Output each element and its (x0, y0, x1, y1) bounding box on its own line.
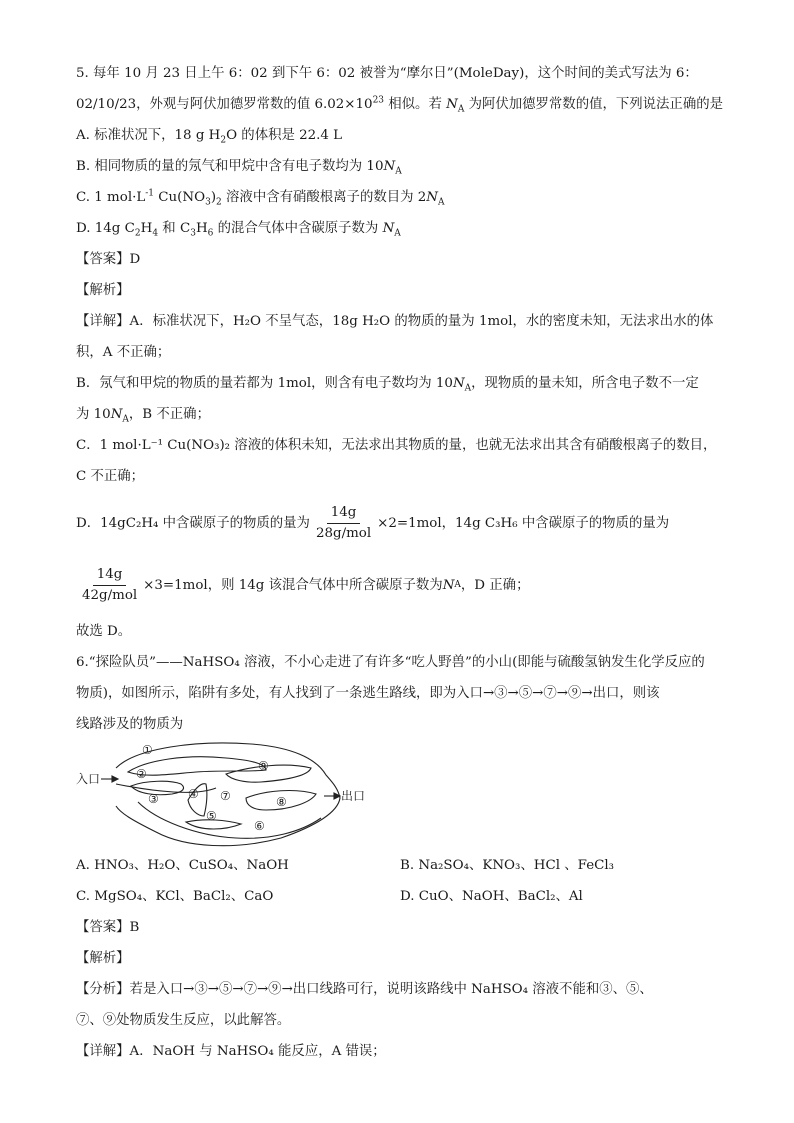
area-7-label: ⑦ (220, 789, 231, 803)
area-1-label: ① (142, 743, 153, 757)
q5-detail-a-line2: 积，A 不正确； (76, 345, 171, 360)
q5-option-b: B. 相同物质的量的氖气和甲烷中含有电子数均为 $10N_A$ (76, 159, 402, 177)
q5-detail-a-line1: 【详解】A．标准状况下，H₂O 不呈气态，18g H₂O 的物质的量为 1mol，水的密度未知，无法求出水的体 (76, 314, 714, 329)
entrance-arrow-head (112, 776, 118, 782)
q5-detail-b-line1: B．氖气和甲烷的物质的量若都为 1mol，则含有电子数均为 $10N_A$，现物质的量未知，所含电子数不一定 (76, 376, 699, 394)
q5-detail-b-line2: 为 $10N_A$，B 不正确； (76, 407, 210, 425)
q6-fenxi-line1: 【分析】若是入口→③→⑤→⑦→⑨→出口线路可行，说明该路线中 NaHSO₄ 溶液不能和③、⑤、 (76, 982, 653, 997)
area-4-label: ④ (188, 787, 199, 801)
q5-stem-line1: 5. 每年 10 月 23 日上午 6：02 到下午 6：02 被誉为“摩尔日”(MoleDay)，这个时间的美式写法为 6： (76, 66, 698, 81)
area-2-label: ② (136, 767, 147, 781)
q6-option-d: D. CuO、NaOH、BaCl₂、Al (400, 889, 583, 904)
q5-answer: 【答案】D (76, 252, 141, 267)
q5-detail-c-line2: C 不正确； (76, 469, 145, 484)
area-5-label: ⑤ (206, 809, 217, 823)
area-6-label: ⑥ (254, 819, 265, 833)
q6-stem-line2: 物质)，如图所示，陷阱有多处，有人找到了一条逃生路线，即为入口→③→⑤→⑦→⑨→出口，则该 (76, 686, 660, 701)
page (76, 58, 726, 1067)
q5-option-a: A. 标准状况下，18 g $H_2O$ 的体积是 22.4 L (76, 128, 343, 146)
q6-stem-line1: 6.“探险队员”——NaHSO₄ 溶液，不小心走进了有许多“吃人野兽”的小山(即能与硫酸氢钠发生化学反应的 (76, 655, 705, 670)
q6-detail-a: 【详解】A．NaOH 与 NaHSO₄ 能反应，A 错误； (76, 1044, 386, 1059)
area-8-label: ⑧ (276, 795, 287, 809)
q6-fenxi-line2: ⑦、⑨处物质发生反应，以此解答。 (76, 1013, 291, 1028)
q5-option-d: D. 14g $C_2H_4$ 和 $C_3H_6$ 的混合气体中含碳原子数为 $N_A$ (76, 221, 401, 239)
maze-diagram (76, 740, 726, 850)
q5-conclusion: 故选 D。 (76, 624, 132, 639)
q5-analysis-heading: 【解析】 (76, 283, 130, 298)
q6-answer: 【答案】B (76, 920, 140, 935)
q6-option-c: C. MgSO₄、KCl、BaCl₂、CaO (76, 889, 274, 904)
fraction-c3h6: $\frac{14g}{\text{42g/mol}}$ (82, 566, 138, 603)
q6-option-a: A. HNO₃、H₂O、CuSO₄、NaOH (76, 858, 289, 873)
q5-detail-d-line2: $\frac{14g}{\text{42g/mol}}$ ×3=1mol，则 14g 该混合气体中所含碳原子数为 N A ，D 正确； (76, 554, 726, 616)
entrance-label: 入口 (76, 772, 101, 786)
q5-stem-line2: 02/10/23，外观与阿伏加德罗常数的值 $6.02\times 10^{23}$ 相似。若 $N_A$ 为阿伏加德罗常数的值，下列说法正确的是 (76, 95, 723, 115)
q6-options-row1 (76, 850, 726, 881)
area-3-label: ③ (148, 792, 159, 806)
maze-figure (76, 740, 376, 850)
exit-label: 出口 (341, 789, 366, 803)
q6-analysis-heading: 【解析】 (76, 951, 130, 966)
q5-detail-d-line1: D．14gC₂H₄ 中含碳原子的物质的量为 $\frac{14g}{\text{28g/mol}}$ ×2=1mol，14g C₃H₆ 中含碳原子的物质的量为 (76, 492, 726, 554)
maze-mid-wall (116, 784, 216, 792)
q5-detail-c-line1: C．1 mol·L⁻¹ Cu(NO₃)₂ 溶液的体积未知，无法求出其物质的量，也就无法求出其含有硝酸根离子的数目， (76, 438, 717, 453)
area-9-label: ⑨ (258, 759, 269, 773)
q6-options-row2 (76, 881, 726, 912)
maze-inner-shape-top (128, 757, 266, 775)
q5-option-c: C. 1 $mol\cdot L^{-1}$ $Cu(NO_3)_2$ 溶液中含有硝酸根离子的数目为 $2N_A$ (76, 188, 445, 208)
fraction-c2h4: $\frac{14g}{\text{28g/mol}}$ (315, 504, 372, 541)
q6-stem-line3: 线路涉及的物质为 (76, 717, 184, 732)
q6-option-b: B. Na₂SO₄、KNO₃、HCl 、FeCl₃ (400, 858, 615, 873)
